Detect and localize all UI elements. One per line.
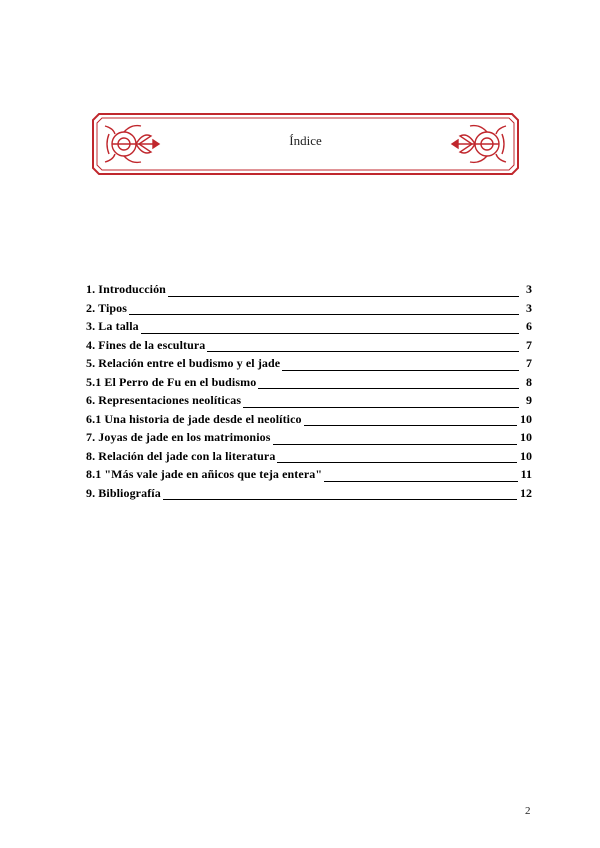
toc-entry-label: 6.1 Una historia de jade desde el neolítico bbox=[86, 411, 302, 426]
page-number: 2 bbox=[525, 805, 531, 817]
toc-leader-line bbox=[324, 481, 518, 482]
toc-entry-label: 3. La talla bbox=[86, 319, 139, 333]
toc-entry[interactable] bbox=[86, 282, 532, 301]
toc-leader-line bbox=[282, 370, 519, 371]
page-title: Índice bbox=[289, 133, 322, 148]
toc-entry-page: 7 bbox=[526, 356, 532, 370]
toc-entry-page: 9 bbox=[526, 393, 532, 407]
toc-leader-line bbox=[129, 314, 519, 315]
toc-entry[interactable] bbox=[86, 301, 532, 320]
toc-entry[interactable] bbox=[86, 430, 532, 449]
toc-entry-label: 9. Bibliografía bbox=[86, 485, 161, 500]
toc-entry[interactable] bbox=[86, 467, 532, 486]
toc-entry-label: 5. Relación entre el budismo y el jade bbox=[86, 356, 281, 370]
toc-leader-line bbox=[243, 407, 519, 408]
toc-entry-label: 1. Introducción bbox=[86, 282, 166, 296]
toc-entry-page: 11 bbox=[520, 467, 532, 481]
toc-entry-label: 6. Representaciones neolíticas bbox=[86, 393, 242, 407]
toc-entry-page: 10 bbox=[520, 411, 532, 426]
toc-entry-page: 10 bbox=[520, 448, 532, 463]
toc-entry[interactable] bbox=[86, 486, 532, 505]
toc-entry-label: 4. Fines de la escultura bbox=[86, 337, 206, 352]
toc-leader-line bbox=[258, 388, 519, 389]
toc-leader-line bbox=[141, 333, 519, 334]
toc-entry-page: 3 bbox=[526, 300, 532, 315]
toc-entry-page: 6 bbox=[526, 319, 532, 333]
toc-entry[interactable] bbox=[86, 449, 532, 468]
toc-entry-label: 8. Relación del jade con la literatura bbox=[86, 448, 276, 463]
toc-entry-label: 8.1 "Más vale jade en añicos que teja entera" bbox=[86, 467, 323, 481]
toc-leader-line bbox=[277, 462, 517, 463]
toc-entry-label: 7. Joyas de jade en los matrimonios bbox=[86, 430, 271, 444]
toc-entry-page: 3 bbox=[526, 282, 532, 296]
toc-entry-label: 2. Tipos bbox=[86, 300, 128, 315]
toc-entry-page: 8 bbox=[526, 374, 532, 389]
toc-leader-line bbox=[273, 444, 518, 445]
toc-entry-label: 5.1 El Perro de Fu en el budismo bbox=[86, 374, 257, 389]
title-frame bbox=[91, 112, 520, 176]
toc-entry[interactable] bbox=[86, 319, 532, 338]
toc-leader-line bbox=[304, 425, 517, 426]
toc-leader-line bbox=[207, 351, 519, 352]
toc-entry[interactable] bbox=[86, 375, 532, 394]
toc-entry-page: 10 bbox=[520, 430, 532, 444]
toc-entry[interactable] bbox=[86, 356, 532, 375]
toc-leader-line bbox=[168, 296, 519, 297]
toc-leader-line bbox=[163, 499, 517, 500]
toc-entry[interactable] bbox=[86, 393, 532, 412]
toc-entry[interactable] bbox=[86, 338, 532, 357]
table-of-contents bbox=[86, 282, 532, 504]
toc-entry-page: 7 bbox=[526, 337, 532, 352]
toc-entry[interactable] bbox=[86, 412, 532, 431]
toc-entry-page: 12 bbox=[520, 485, 532, 500]
